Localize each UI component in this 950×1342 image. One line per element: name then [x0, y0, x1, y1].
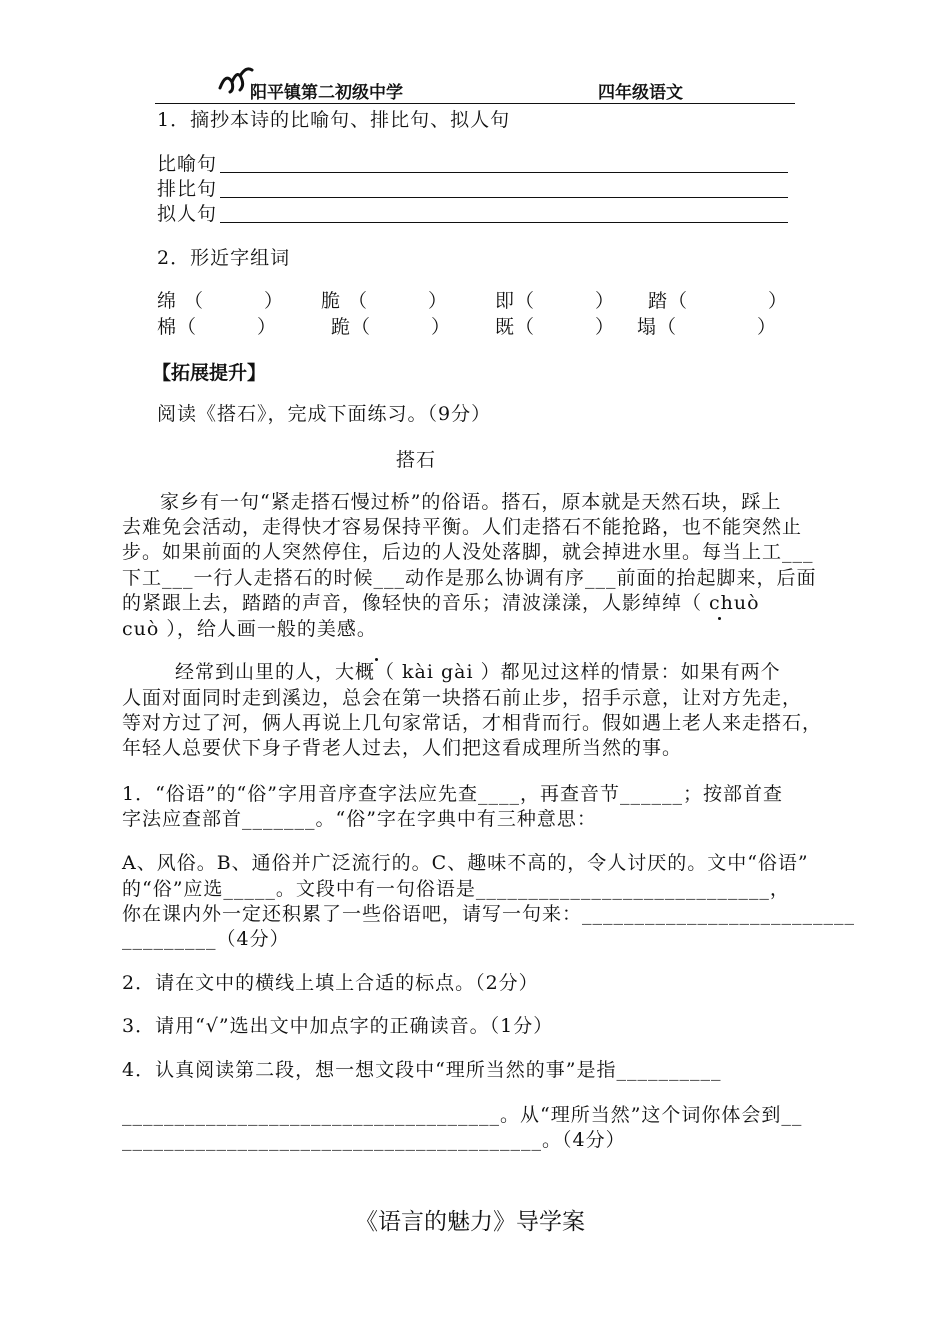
pair-mian2: 棉（ ） — [157, 316, 278, 338]
q4-line2: ____________________________________。从“理所当然”这个词你体会到__ — [122, 1104, 803, 1126]
pair-ta2: 塌（ ） — [637, 316, 778, 338]
section-title: 【拓展提升】 — [152, 362, 267, 384]
passage-p1-line3: 步。如果前面的人突然停住，后边的人没处落脚，就会掉进水里。每当上工___ — [122, 541, 814, 563]
passage-p2-line4: 年轻人总要伏下身子背老人过去，人们把这看成理所当然的事。 — [122, 737, 683, 759]
q3-text: 3．请用“√”选出文中加点字的正确读音。（1分） — [122, 1015, 554, 1037]
pair-ji1: 即（ ） — [495, 290, 616, 312]
passage-p2-line3: 等对方过了河，俩人再说上几句家常话，才相背而行。假如遇上老人来走搭石， — [122, 712, 823, 734]
q1-line4: 的“俗”应选_____。文段中有一句俗语是____________________________， — [122, 878, 790, 900]
passage-p1-line1: 家乡有一句“紧走搭石慢过桥”的俗语。搭石，原本就是天然石块，踩上 — [160, 491, 782, 513]
pair-ta1: 踏（ ） — [648, 290, 789, 312]
emphasis-dot-gai — [375, 658, 378, 661]
question-excerpt: 1．摘抄本诗的比喻句、排比句、拟人句 — [157, 109, 511, 131]
passage-p1-line2: 去难免会活动，走得快才容易保持平衡。人们走搭石不能抢路，也不能突然止 — [122, 516, 803, 538]
pair-gui: 跪（ ） — [331, 316, 452, 338]
q1-line6: _________（4分） — [122, 928, 290, 950]
passage-p2-line1: 经常到山里的人，大概（ kài gài ）都见过这样的情景：如果有两个 — [175, 661, 781, 683]
pair-cui: 脆 （ ） — [321, 290, 449, 312]
q4-line3: ________________________________________。（4分） — [122, 1129, 626, 1151]
answer-line-parallelism[interactable] — [220, 197, 788, 198]
q4-line1: 4．认真阅读第二段，想一想文段中“理所当然的事”是指__________ — [122, 1059, 722, 1081]
header-rule — [155, 103, 795, 104]
subject-label: 四年级语文 — [598, 83, 683, 103]
pair-ji2: 既（ ） — [495, 316, 616, 338]
reading-instruction: 阅读《搭石》，完成下面练习。（9分） — [157, 403, 492, 425]
pair-mian: 绵 （ ） — [157, 290, 285, 312]
passage-p2-line2: 人面对面同时走到溪边，总会在第一块搭石前止步，招手示意，让对方先走， — [122, 687, 803, 709]
answer-line-metaphor[interactable] — [220, 172, 788, 173]
next-lesson-title: 《语言的魅力》导学案 — [355, 1209, 585, 1235]
q2-text: 2．请在文中的横线上填上合适的标点。（2分） — [122, 972, 539, 994]
passage-title: 搭石 — [396, 449, 437, 471]
q1-line2: 字法应查部首_______。“俗”字在字典中有三种意思： — [122, 808, 597, 830]
school-name: 阳平镇第二初级中学 — [250, 83, 403, 103]
passage-p1-line5: 的紧跟上去，踏踏的声音，像轻快的音乐；清波漾漾，人影绰绰（ chuò — [122, 592, 760, 614]
label-parallelism: 排比句 — [157, 178, 218, 200]
question-similar-chars: 2．形近字组词 — [157, 247, 291, 269]
q1-line5: 你在课内外一定还积累了一些俗语吧，请写一句来：__________________________ — [122, 903, 856, 925]
emphasis-dot-chuo — [718, 617, 721, 620]
passage-p1-line4: 下工___一行人走搭石的时候___动作是那么协调有序___前面的抬起脚来，后面 — [122, 567, 817, 589]
label-personification: 拟人句 — [157, 203, 218, 225]
passage-p1-line6: cuò ），给人画一般的美感。 — [122, 618, 377, 640]
q1-line1: 1．“俗语”的“俗”字用音序查字法应先查____，再查音节______；按部首查 — [122, 783, 783, 805]
school-logo — [218, 64, 254, 96]
label-metaphor: 比喻句 — [157, 153, 218, 175]
answer-line-personification[interactable] — [220, 222, 788, 223]
q1-line3: A、风俗。B、通俗并广泛流行的。C、趣味不高的，令人讨厌的。文中“俗语” — [122, 852, 809, 874]
